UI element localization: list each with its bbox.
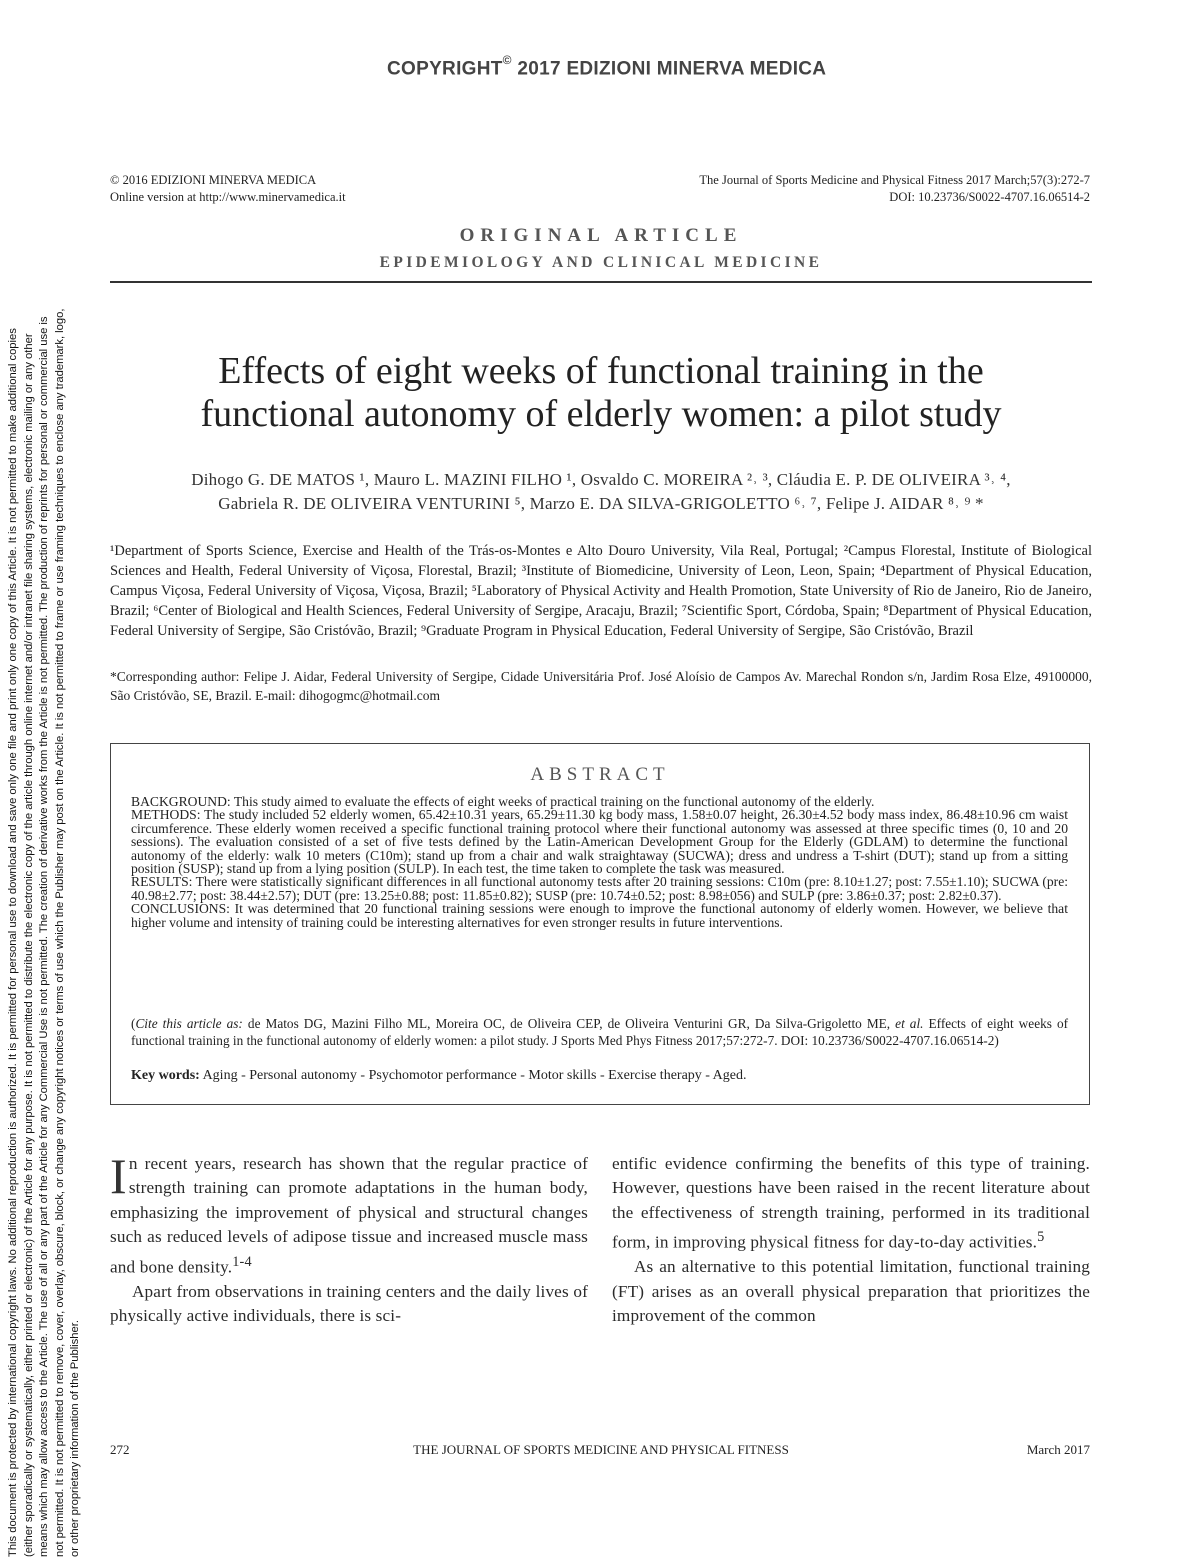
body-paragraph — [612, 1152, 1090, 1255]
body-paragraph: As an alternative to this potential limitation, functional training (FT) arises as an overall physical preparation that prioritizes the improvement of the common — [612, 1257, 1090, 1326]
copyright-publisher: 2017 EDIZIONI MINERVA MEDICA — [511, 58, 827, 80]
title-line: Effects of eight weeks of functional training in the — [218, 350, 984, 392]
article-category: EPIDEMIOLOGY AND CLINICAL MEDICINE — [379, 254, 823, 271]
paragraph-text: n recent years, research has shown that the regular practice of strength training can promote adaptations in the human body, emphasizing the improvement of physical and structural changes such as reduced levels of adipose tissue and increased muscle mass and bone density. — [110, 1154, 588, 1277]
cite-etal: et al. — [895, 1016, 924, 1031]
corresponding-author: *Corresponding author: Felipe J. Aidar, Federal University of Sergipe, Cidade Universitária Prof. José Aloísio de Campos Av. Marechal Rondon s/n, Jardim Rosa Elze, 49100000, São Cristóvão, SE, Brazil. E-mail: dihogogmc@hotmail.com — [110, 669, 1092, 703]
notice-line: not permitted. It is not permitted to remove, cover, overlay, obscure, block, or change any copyright notices or terms of use which the Publisher may post on the Article. It is not permitted to frame or use framing techniques to enclose any trademark, logo, — [53, 308, 66, 1557]
author-list — [110, 468, 1092, 516]
abstract-background: BACKGROUND: This study aimed to evaluate the effects of eight weeks of practical training on the functional autonomy of the elderly. — [131, 794, 875, 809]
page-number: 272 — [110, 1442, 130, 1457]
cite-authors: de Matos DG, Mazini Filho ML, Moreira OC, de Oliveira CEP, de Oliveira Venturini GR, Da Silva-Grigoletto ME, — [247, 1016, 891, 1031]
drop-cap: I — [110, 1148, 127, 1204]
paragraph-text: entific evidence confirming the benefits of this type of training. However, questions have been raised in the recent literature about the effectiveness of strength training, performed in its traditional form, in improving physical fitness for day-to-day activities. — [612, 1154, 1090, 1252]
body-paragraph: Apart from observations in training centers and the daily lives of physically active individuals, there is sci- — [110, 1281, 588, 1326]
body-column-right — [612, 1152, 1090, 1329]
reference-marker[interactable]: 1-4 — [232, 1253, 252, 1270]
body-column-left — [110, 1148, 588, 1329]
notice-line: or other proprietary information of the Publisher. — [69, 1320, 82, 1557]
doi: DOI: 10.23736/S0022-4707.16.06514-2 — [889, 190, 1090, 204]
header-left — [110, 172, 346, 206]
abstract-heading: ABSTRACT — [530, 764, 670, 785]
notice-line: means which may allow access to the Article. The use of all or any part of the Article for any Commercial Use is not permitted. The creation of derivative works from the Article is not permitted. The production of reprints for personal or commercial use is — [38, 316, 51, 1557]
keywords — [131, 1068, 1068, 1084]
keywords-label: Key words: — [131, 1068, 200, 1083]
abstract-body — [131, 795, 1068, 929]
header-divider — [110, 281, 1092, 283]
copyright-banner — [387, 53, 827, 80]
citation-block: (Cite this article as: de Matos DG, Mazini Filho ML, Moreira OC, de Oliveira CEP, de Oliveira Venturini GR, Da Silva-Grigoletto ME, et al. Effects of eight weeks of functional training in the functional autonomy of elderly women: a pilot study. J Sports Med Phys Fitness 2017;57:272-7. DOI: 10.23736/S0022-4707.16.06514-2) — [131, 1016, 1069, 1048]
body-paragraph — [110, 1148, 588, 1280]
abstract-box — [110, 743, 1090, 1105]
article-title — [110, 350, 1092, 436]
publisher-copyright: © 2016 EDIZIONI MINERVA MEDICA — [110, 173, 317, 187]
copyright-symbol: © — [502, 53, 512, 67]
footer-journal: THE JOURNAL OF SPORTS MEDICINE AND PHYSICAL FITNESS — [413, 1442, 789, 1457]
header-right — [699, 172, 1090, 206]
cite-label: Cite this article as: — [135, 1016, 243, 1031]
keywords-list: Aging - Personal autonomy - Psychomotor performance - Motor skills - Exercise therapy - Aged. — [202, 1068, 747, 1083]
article-type: ORIGINAL ARTICLE — [459, 225, 743, 246]
footer-date: March 2017 — [1026, 1442, 1090, 1457]
notice-line: (either sporadically or systematically, either printed or electronic) of the Article for any purpose. It is not permitted to distribute the electronic copy of the article through online internet and/or intranet file sharing systems, electronic mailing or any other — [22, 333, 35, 1557]
copyright-word: COPYRIGHT — [387, 58, 503, 80]
title-line: functional autonomy of elderly women: a pilot study — [200, 393, 1002, 435]
reference-marker[interactable]: 5 — [1037, 1229, 1045, 1246]
abstract-conclusions: CONCLUSIONS: It was determined that 20 functional training sessions were enough to improve the functional autonomy of elderly women. However, we believe that higher volume and intensity of training could be interesting alternatives for even stronger results in future interventions. — [131, 901, 1068, 930]
affiliations: ¹Department of Sports Science, Exercise and Health of the Trás-os-Montes e Alto Douro University, Vila Real, Portugal; ²Campus Florestal, Institute of Biological Sciences and Health, Federal University of Viçosa, Florestal, Brazil; ³Institute of Biomedicine, University of Leon, Leon, Spain; ⁴Department of Physical Education, Campus Viçosa, Federal University of Viçosa, Viçosa, Brazil; ⁵Laboratory of Physical Activity and Health Promotion, State University of Rio de Janeiro, Rio de Janeiro, Brazil; ⁶Center of Biological and Health Sciences, Federal University of Sergipe, Aracaju, Brazil; ⁷Scientific Sport, Córdoba, Spain; ⁸Department of Physical Education, Federal University of Sergipe, São Cristóvão, Brazil; ⁹Graduate Program in Physical Education, Federal University of Sergipe, São Cristóvão, Brazil — [110, 543, 1092, 639]
abstract-methods: METHODS: The study included 52 elderly women, 65.42±10.31 years, 65.29±11.30 kg body mass, 1.58±0.07 height, 26.30±4.52 body mass index, 86.48±10.96 cm waist circumference. These elderly women received a specific functional training protocol where their functional autonomy was assessed at three specific times (0, 10 and 20 sessions). The evaluation consisted of a set of five tests defined by the Latin-American Development Group for the Elderly (GDLAM) to determine the functional autonomy of the elderly: walk 10 meters (C10m); stand up from a chair and walk straightaway (SUCWA); dress and undress a T-shirt (DUT); stand up from a sitting position (SUSP); stand up from a lying position (SULP). In each test, the time taken to complete the task was measured. — [131, 807, 1068, 877]
cite-reference: Effects of eight weeks of functional training in the functional autonomy of elderly women: a pilot study. J Sports Med Phys Fitness 2017;57:272-7. DOI: 10.23736/S0022-4707.16.06514-2) — [131, 1016, 1069, 1048]
journal-citation: The Journal of Sports Medicine and Physical Fitness 2017 March;57(3):272-7 — [699, 173, 1090, 187]
author-line: Dihogo G. DE MATOS ¹, Mauro L. MAZINI FILHO ¹, Osvaldo C. MOREIRA ²˒ ³, Cláudia E. P. DE OLIVEIRA ³˒ ⁴, — [191, 470, 1011, 489]
online-version-link[interactable]: Online version at http://www.minervamedica.it — [110, 190, 346, 204]
notice-line: This document is protected by international copyright laws. No additional reproduction is authorized. It is permitted for personal use to download and save only one file and print only one copy of this Article. It is not permitted to make additional copies — [7, 328, 19, 1557]
author-line: Gabriela R. DE OLIVEIRA VENTURINI ⁵, Marzo E. DA SILVA-GRIGOLETTO ⁶˒ ⁷, Felipe J. AIDAR ⁸˒ ⁹ * — [218, 494, 984, 513]
abstract-results: RESULTS: There were statistically significant differences in all functional autonomy tests after 20 training sessions: C10m (pre: 8.10±1.27; post: 7.55±1.10); SUCWA (pre: 40.98±2.77; post: 38.44±2.57); DUT (pre: 13.25±0.88; post: 11.85±0.82); SUSP (pre: 10.74±0.52; post: 8.98±056) and SULP (pre: 3.86±0.37; post: 2.82±0.37). — [131, 874, 1069, 903]
copyright-notice-sidebar — [0, 0, 110, 1563]
